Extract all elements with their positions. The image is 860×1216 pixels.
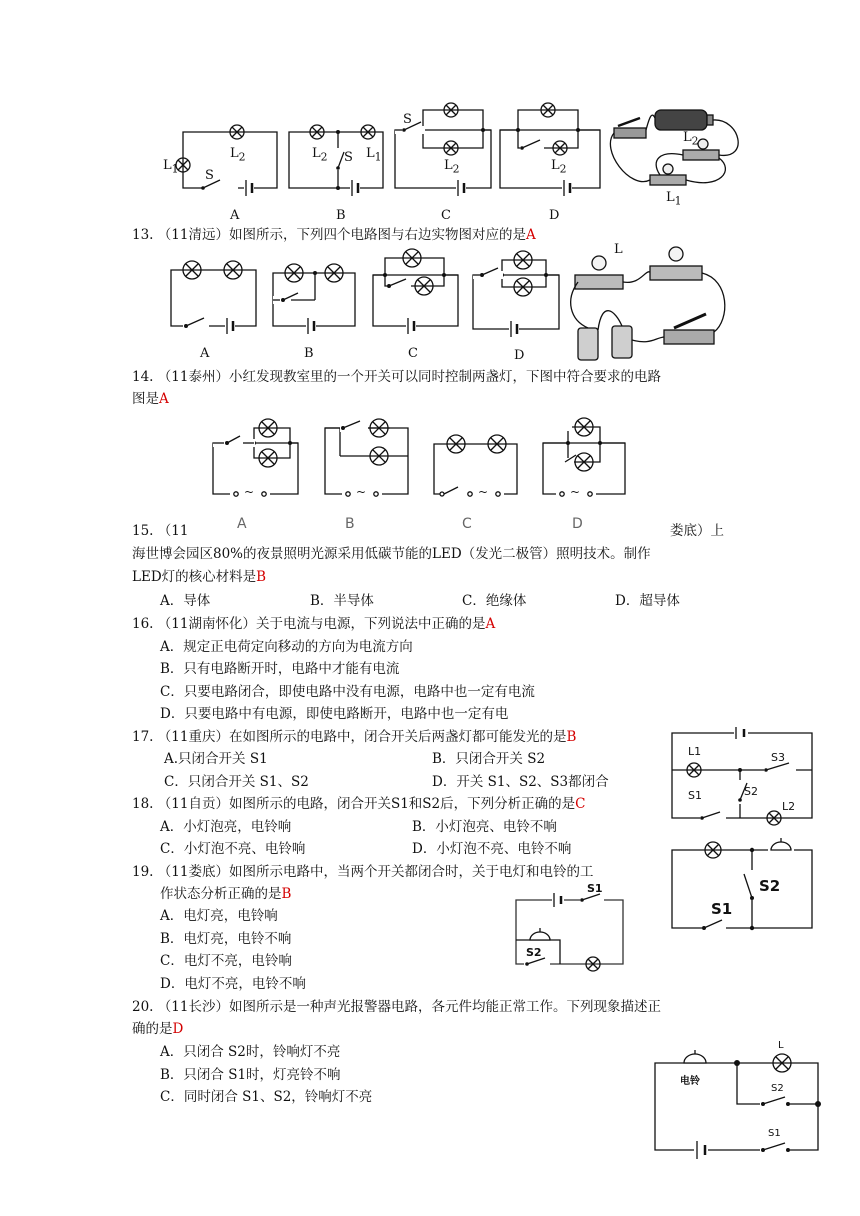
q18-stem: 18. （11自贡）如图所示的电路，闭合开关S1和S2后，下列分析正确的是C [132, 796, 586, 812]
q17-s1-label: S1 [688, 789, 702, 802]
q19-option-a: A．电灯亮，电铃响 [160, 908, 278, 924]
q14-option-a-label: A [237, 516, 247, 532]
q14-stem-line1: 14. （11泰州）小红发现教室里的一个开关可以同时控制两盏灯，下图中符合要求的电路 [132, 369, 661, 385]
q12-a-s-label: S [205, 168, 214, 183]
q18-answer: C [575, 796, 586, 812]
q15-stem-line1-end: 娄底）上 [670, 523, 724, 539]
q13-option-a-label: A [200, 346, 210, 361]
q16-option-b: B．只有电路断开时，电路中才能有电流 [160, 661, 400, 677]
q12-b-l1-label: $L_1$ [366, 146, 382, 164]
q19-stem-line2: 作状态分析正确的是B [160, 886, 292, 902]
q18-option-b: B．小灯泡亮、电铃不响 [412, 819, 557, 835]
q12-c-l2-label: $L_2$ [444, 158, 460, 176]
q14-option-c-label: C [462, 516, 472, 532]
q20-s1-label: S1 [768, 1128, 781, 1139]
q15-option-c: C．绝缘体 [462, 593, 527, 609]
q14-c-ac-symbol: ~ [478, 485, 489, 499]
q13-photo-l-label: L [614, 242, 623, 257]
q15-option-d: D．超导体 [615, 593, 680, 609]
q12-b-s-label: S [344, 150, 353, 165]
q17-option-a: A.只闭合开关 S1 [164, 751, 268, 767]
q20-stem-line1: 20. （11长沙）如图所示是一种声光报警器电路，各元件均能正常工作。下列现象描述正 [132, 999, 661, 1015]
q12-option-c-label: C [441, 208, 451, 223]
q18-option-d: D．小灯泡不亮、电铃不响 [412, 841, 572, 857]
q12-option-d-label: D [549, 208, 560, 223]
q19-option-c: C．电灯不亮，电铃响 [160, 953, 292, 969]
q17-l1-label: L1 [688, 745, 702, 758]
q20-option-a: A．只闭合 S2时，铃响灯不亮 [160, 1044, 341, 1060]
q17-s2-label: S2 [744, 785, 758, 798]
q12-option-b-label: B [336, 208, 346, 223]
q14-stem-line2: 图是A [132, 391, 169, 407]
q12-c-s-label: S [403, 112, 412, 127]
q20-bell-label: 电铃 [680, 1076, 700, 1087]
q20-option-c: C．同时闭合 S1、S2，铃响灯不亮 [160, 1089, 373, 1105]
q18-s1-label: S1 [711, 900, 733, 918]
q20-answer: D [172, 1021, 184, 1037]
q15-option-a: A．导体 [160, 593, 211, 609]
q14-b-ac-symbol: ~ [356, 485, 367, 499]
q12-b-l2-label: $L_2$ [312, 146, 328, 164]
q14-a-ac-symbol: ~ [244, 485, 255, 499]
q12-photo-l1-label: $L_1$ [666, 190, 682, 208]
q17-option-b: B．只闭合开关 S2 [432, 751, 546, 767]
q15-stem-line1-start: 15. （11 [132, 523, 189, 539]
q16-option-a: A．规定正电荷定向移动的方向为电流方向 [160, 639, 413, 655]
q12-option-a-label: A [230, 208, 240, 223]
q20-stem-line2: 确的是D [132, 1021, 184, 1037]
q14-answer: A [159, 391, 169, 407]
q17-option-d: D．开关 S1、S2、S3都闭合 [432, 774, 609, 790]
q17-s3-label: S3 [771, 751, 785, 764]
q15-option-b: B．半导体 [310, 593, 374, 609]
q14-d-ac-symbol: ~ [570, 485, 581, 499]
q19-answer: B [281, 886, 292, 902]
q14-option-d-label: D [572, 516, 583, 532]
q19-option-d: D．电灯不亮，电铃不响 [160, 976, 306, 992]
q14-option-b-label: B [345, 516, 355, 532]
q18-option-c: C．小灯泡不亮、电铃响 [160, 841, 306, 857]
q16-answer: A [485, 616, 496, 632]
q19-s2-label: S2 [526, 946, 542, 959]
q19-option-b: B．电灯亮，电铃不响 [160, 931, 292, 947]
q17-answer: B [566, 729, 577, 745]
q13-option-c-label: C [408, 346, 418, 361]
q17-l2-label: L2 [782, 800, 796, 813]
q20-s2-label: S2 [771, 1083, 784, 1094]
q12-photo-l2-label: $L_2$ [683, 130, 699, 148]
q16-option-d: D．只要电路中有电源，即使电路断开，电路中也一定有电 [160, 706, 509, 722]
q13-answer: A [525, 227, 536, 243]
q13-option-d-label: D [514, 348, 525, 363]
q19-s1-label: S1 [587, 882, 603, 895]
q15-stem-line2: 海世博会园区80%的夜景照明光源采用低碳节能的LED（发光二极管）照明技术。制作 [132, 546, 651, 562]
q20-l-label: L [778, 1040, 784, 1051]
q17-option-c: C．只闭合开关 S1、S2 [164, 774, 309, 790]
q12-a-l2-label: $L_2$ [230, 146, 246, 164]
q18-option-a: A．小灯泡亮，电铃响 [160, 819, 292, 835]
q19-stem-line1: 19. （11娄底）如图所示电路中，当两个开关都闭合时，关于电灯和电铃的工 [132, 864, 594, 880]
q20-option-b: B．只闭合 S1时，灯亮铃不响 [160, 1067, 341, 1083]
q16-option-c: C．只要电路闭合，即使电路中没有电源，电路中也一定有电流 [160, 684, 535, 700]
q12-a-l1-label: $L_1$ [163, 158, 179, 176]
q15-answer: B [256, 569, 267, 585]
q18-s2-label: S2 [759, 877, 781, 895]
q13-stem: 13. （11清远）如图所示，下列四个电路图与右边实物图对应的是A [132, 227, 536, 243]
q12-d-l2-label: $L_2$ [551, 158, 567, 176]
q15-stem-line3: LED灯的核心材料是B [132, 569, 267, 585]
q13-option-b-label: B [304, 346, 314, 361]
q17-stem: 17. （11重庆）在如图所示的电路中，闭合开关后两盏灯都可能发光的是B [132, 729, 577, 745]
q16-stem: 16. （11湖南怀化）关于电流与电源，下列说法中正确的是A [132, 616, 496, 632]
